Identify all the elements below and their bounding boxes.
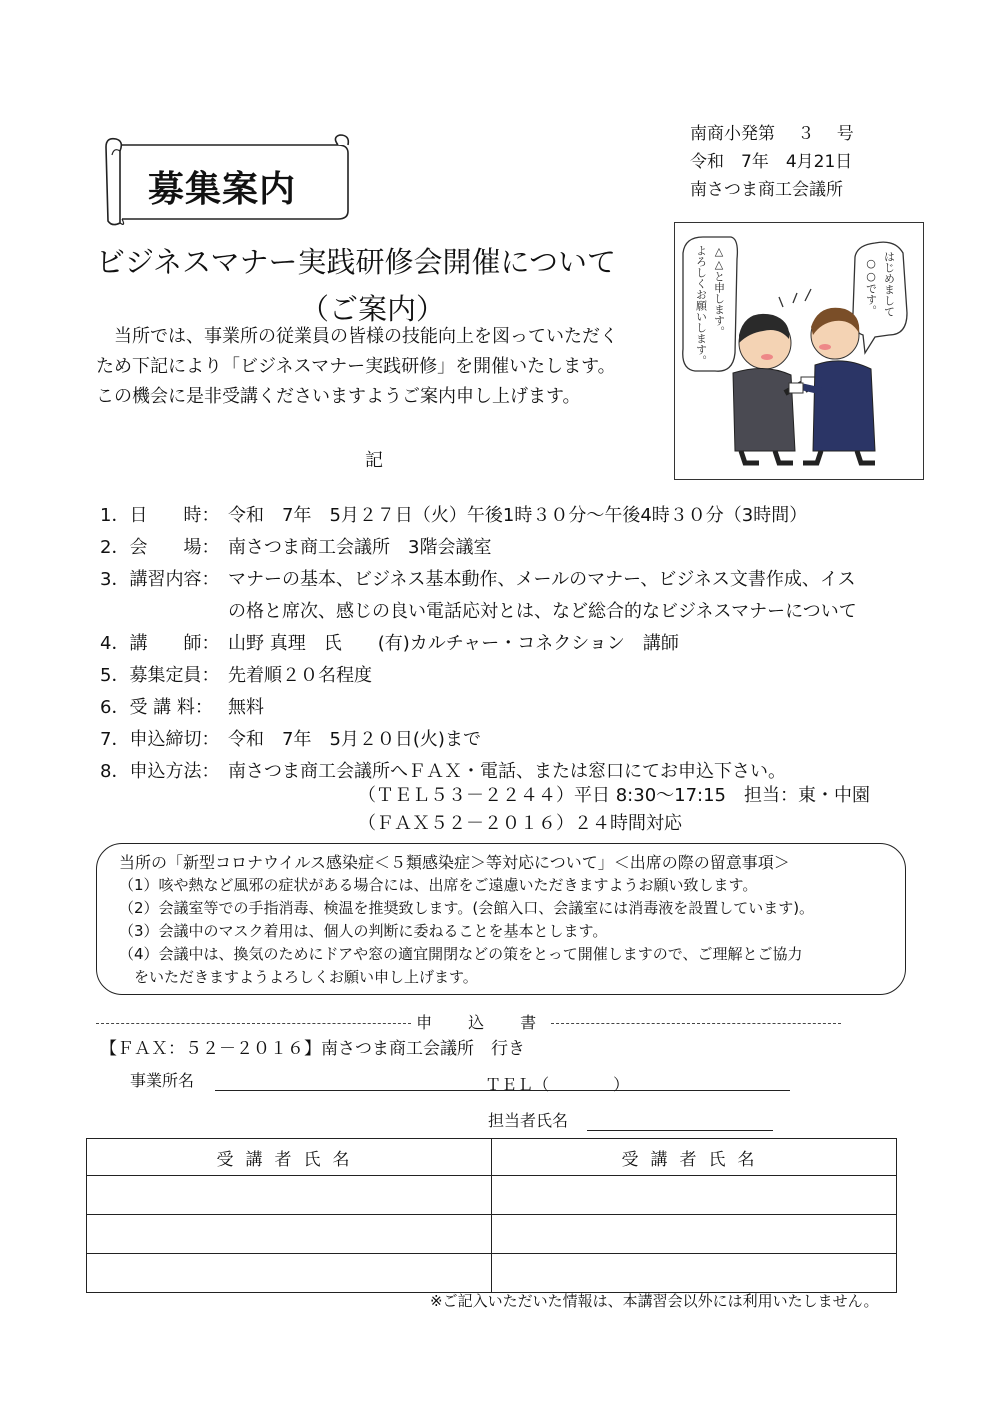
table-header-cell: 受講者氏名	[87, 1139, 492, 1176]
table-row	[87, 1215, 897, 1254]
company-label: 事業所名	[130, 1071, 195, 1090]
notice-list	[119, 874, 814, 989]
attendee-table	[86, 1138, 897, 1293]
detail-label: 2．会 場：	[100, 537, 220, 558]
contact-tel: （ＴＥＬ５３－２２４４）平日 8:30～17:15 担当：東・中園	[358, 785, 871, 806]
contact-person-field[interactable]	[587, 1112, 773, 1131]
intro-line: この機会に是非受講くださいますようご案内申し上げます。	[96, 386, 581, 407]
ki-marker: 記	[365, 450, 383, 471]
notice-title: 当所の「新型コロナウイルス感染症＜５類感染症＞等対応について」＜出席の際の留意事項＞	[119, 853, 790, 872]
detail-value: 南さつま商工会議所 3階会議室	[228, 537, 492, 558]
banner-label: 募集案内	[148, 169, 297, 210]
page-title: ビジネスマナー実践研修会開催について	[96, 245, 616, 279]
attendee-name-cell[interactable]	[87, 1176, 492, 1215]
detail-value: 山野 真理 氏 (有)カルチャー・コネクション 講師	[228, 633, 679, 654]
notice-line: （2）会議室等での手指消毒、検温を推奨致します。(会館入口、会議室には消毒液を設置しています)。	[119, 899, 815, 917]
table-row	[87, 1176, 897, 1215]
detail-deadline	[100, 724, 857, 756]
detail-label: 4．講 師：	[100, 633, 220, 654]
detail-value: マナーの基本、ビジネス基本動作、メールのマナー、ビジネス文書作成、イス	[228, 569, 856, 590]
table-row	[87, 1254, 897, 1293]
table-header-row	[87, 1139, 897, 1176]
detail-content-continued	[100, 596, 857, 628]
detail-venue	[100, 532, 857, 564]
greeting-illustration	[674, 222, 924, 480]
detail-value: 令和 7年 5月２７日（火）午後1時３０分～午後4時３０分（3時間）	[228, 505, 808, 526]
company-row	[130, 1068, 790, 1094]
intro-paragraph	[96, 322, 656, 412]
covid-notice-box	[96, 843, 906, 995]
detail-content	[100, 564, 857, 596]
form-divider-label: 申 込 書	[416, 1013, 547, 1032]
bubble-right-line: はじめまして	[882, 251, 896, 317]
attendee-name-cell[interactable]	[492, 1254, 897, 1293]
company-field[interactable]	[215, 1072, 485, 1091]
detail-date	[100, 500, 857, 532]
event-details	[100, 500, 857, 788]
detail-capacity	[100, 660, 857, 692]
bubble-left-line: よろしくお願いします。	[694, 245, 708, 366]
businessmen-exchanging-cards-icon	[675, 223, 923, 479]
dashed-line	[96, 1023, 411, 1024]
intro-line: 当所では、事業所の従業員の皆様の技能向上を図っていただく	[96, 326, 618, 347]
attendee-name-cell[interactable]	[492, 1215, 897, 1254]
detail-value: の格と席次、感じの良い電話応対とは、など総合的なビジネスマナーについて	[228, 601, 857, 622]
fax-destination: 【ＦＡＸ：５２－２０１６】南さつま商工会議所 行き	[100, 1039, 525, 1059]
tel-field[interactable]	[485, 1072, 790, 1094]
issuer: 南さつま商工会議所	[690, 180, 843, 200]
bubble-left-line: △△と申します。	[712, 245, 726, 337]
detail-label: 7．申込締切：	[100, 729, 220, 750]
table-header-cell: 受講者氏名	[492, 1139, 897, 1176]
detail-label: 6．受 講 料：	[100, 697, 213, 718]
doc-number: 南商小発第 ３ 号	[690, 124, 854, 144]
attendee-name-cell[interactable]	[492, 1176, 897, 1215]
notice-line: （3）会議中のマスク着用は、個人の判断に委ねることを基本とします。	[119, 922, 608, 940]
dashed-line	[551, 1023, 841, 1024]
detail-label: 5．募集定員：	[100, 665, 220, 686]
detail-label: 8．申込方法：	[100, 761, 220, 782]
detail-value: 南さつま商工会議所へＦＡＸ・電話、または窓口にてお申込下さい。	[228, 761, 786, 782]
doc-date: 令和 7年 4月21日	[690, 152, 853, 172]
notice-line: をいただきますようよろしくお願い申し上げます。	[119, 968, 478, 986]
document-meta	[690, 120, 854, 204]
privacy-footnote: ※ご記入いただいた情報は、本講習会以外には利用いたしません。	[430, 1292, 879, 1310]
attendee-name-cell[interactable]	[87, 1254, 492, 1293]
detail-value: 先着順２０名程度	[228, 665, 372, 686]
banner-scroll	[100, 133, 350, 228]
detail-label: 1．日 時：	[100, 505, 220, 526]
contact-info	[358, 782, 870, 838]
tel-label: ＴＥＬ（ ）	[485, 1075, 630, 1094]
detail-label: 3．講習内容：	[100, 569, 220, 590]
attendee-name-cell[interactable]	[87, 1215, 492, 1254]
contact-fax: （ＦＡＸ５２－２０１６）２４時間対応	[358, 813, 682, 834]
page-subtitle: （ご案内）	[300, 292, 446, 326]
form-divider	[96, 1010, 831, 1033]
detail-value: 令和 7年 5月２０日(火)まで	[228, 729, 481, 750]
detail-lecturer	[100, 628, 857, 660]
detail-value: 無料	[228, 697, 264, 718]
contact-person-row	[488, 1108, 773, 1131]
bubble-right-line: ○○です。	[864, 257, 878, 316]
notice-line: （4）会議中は、換気のためにドアや窓の適宜開閉などの策をとって開催しますので、ご理解とご協力	[119, 945, 803, 963]
detail-fee	[100, 692, 857, 724]
contact-person-label: 担当者氏名	[488, 1111, 569, 1130]
intro-line: ため下記により「ビジネスマナー実践研修」を開催いたします。	[96, 356, 616, 377]
notice-line: （1）咳や熱など風邪の症状がある場合には、出席をご遠慮いただきますようお願い致します。	[119, 876, 758, 894]
